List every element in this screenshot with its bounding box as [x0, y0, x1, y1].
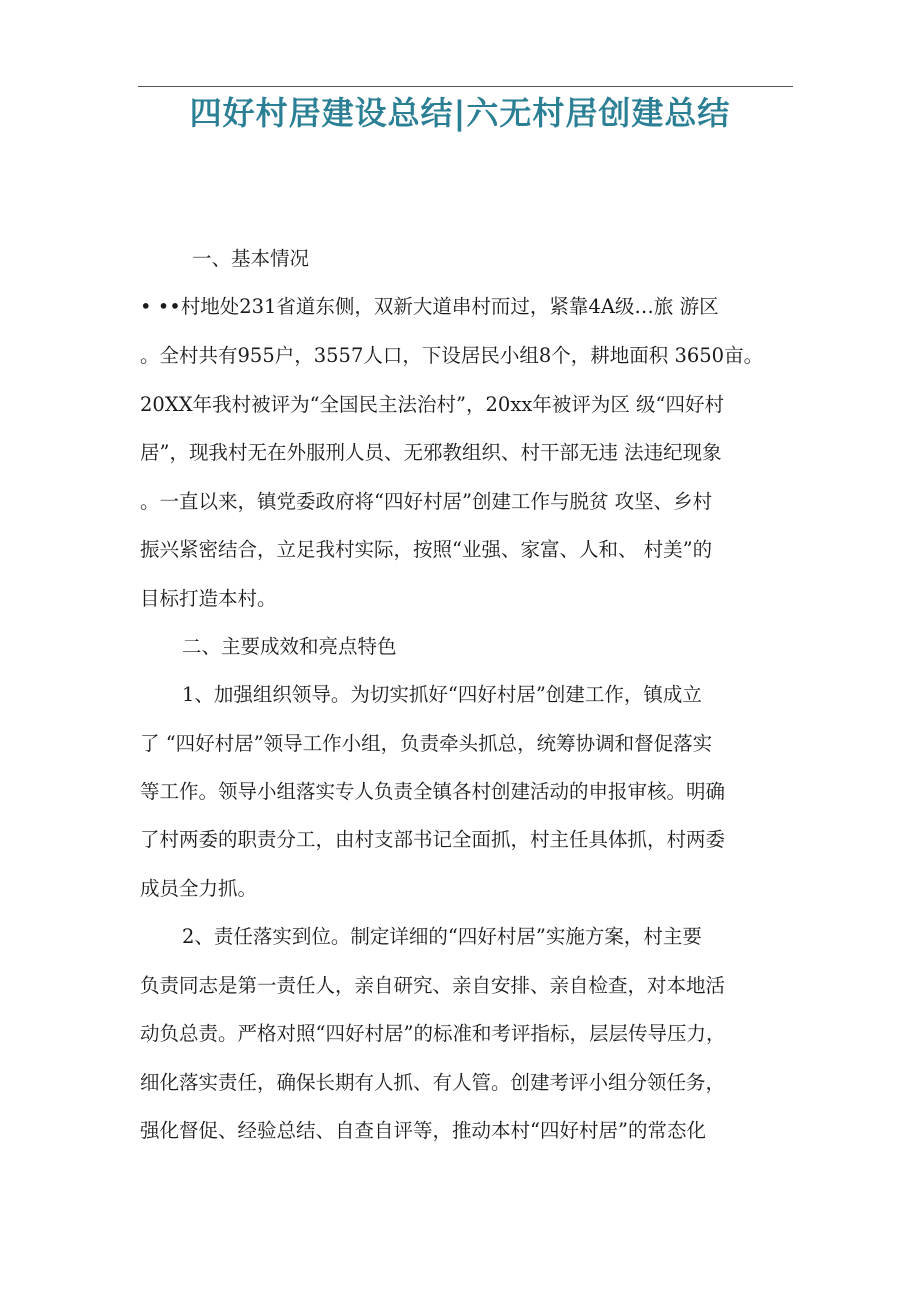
body-line: 了 “四好村居”领导工作小组，负责牵头抓总，统筹协调和督促落实	[140, 732, 713, 755]
body-line: 1、加强组织领导。为切实抓好“四好村居”创建工作，镇成立	[182, 683, 702, 706]
body-line: 目标打造本村。	[140, 587, 277, 610]
body-line: • ••村地处231省道东侧，双新大道串村而过，紧靠4A级…旅 游区	[140, 295, 719, 318]
body-line: 振兴紧密结合，立足我村实际，按照“业强、家富、人和、 村美”的	[140, 538, 713, 561]
body-line: 等工作。领导小组落实专人负责全镇各村创建活动的申报审核。明确	[140, 780, 726, 803]
body-line: 细化落实责任，确保长期有人抓、有人管。创建考评小组分领任务，	[140, 1071, 726, 1094]
body-line: 。一直以来，镇党委政府将“四好村居”创建工作与脱贫 攻坚、乡村	[140, 490, 713, 513]
body-line: 成员全力抓。	[140, 877, 258, 900]
body-line: 了村两委的职责分工，由村支部书记全面抓，村主任具体抓，村两委	[140, 828, 726, 851]
body-line: 强化督促、经验总结、自查自评等，推动本村“四好村居”的常态化	[140, 1119, 706, 1142]
body-line: 居”，现我村无在外服刑人员、无邪教组织、村干部无违 法违纪现象	[140, 441, 722, 464]
body-line: 负责同志是第一责任人，亲自研究、亲自安排、亲自检查，对本地活	[140, 974, 726, 997]
body-line: 20XX年我村被评为“全国民主法治村”，20xx年被评为区 级“四好村	[140, 393, 724, 416]
header-rule	[138, 86, 793, 87]
section-heading-results: 二、主要成效和亮点特色	[182, 635, 397, 658]
body-line: 动负总责。严格对照“四好村居”的标准和考评指标，层层传导压力，	[140, 1022, 726, 1045]
section-heading-basic: 一、基本情况	[192, 247, 310, 270]
document-title: 四好村居建设总结|六无村居创建总结	[189, 94, 731, 132]
body-line: 。全村共有955户，3557人口，下设居民小组8个，耕地面积 3650亩。	[140, 344, 764, 367]
body-line: 2、责任落实到位。制定详细的“四好村居”实施方案，村主要	[182, 925, 702, 948]
